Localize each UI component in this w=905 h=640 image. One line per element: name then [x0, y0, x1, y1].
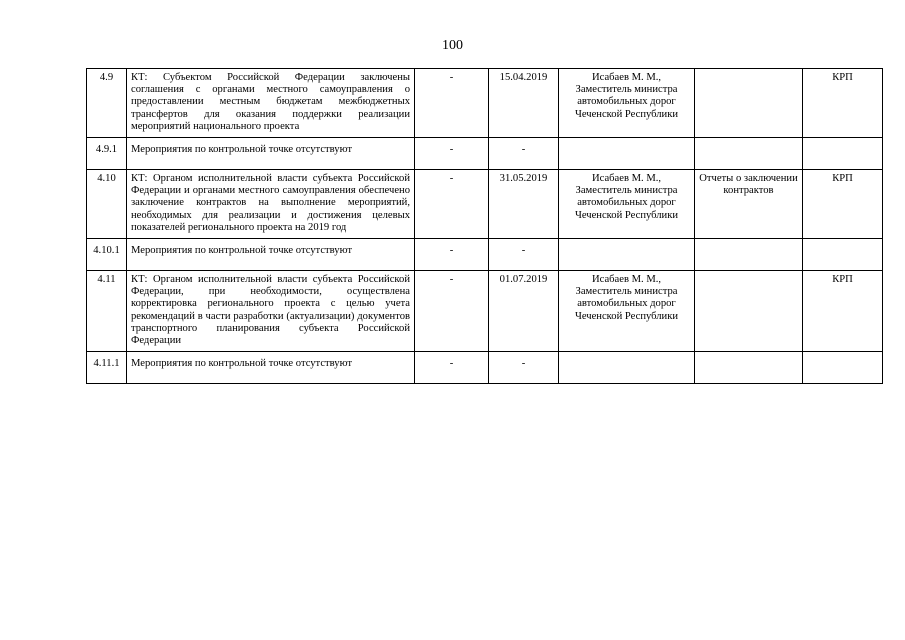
row-start: - [415, 138, 489, 170]
row-document [695, 239, 803, 271]
responsible-line: автомобильных дорог [577, 197, 676, 209]
row-number: 4.11.1 [87, 352, 127, 384]
row-end: - [489, 352, 559, 384]
responsible-line: Заместитель министра [575, 185, 678, 197]
row-document [695, 352, 803, 384]
row-start: - [415, 271, 489, 352]
row-responsible [559, 138, 695, 170]
row-level [803, 239, 883, 271]
row-document: Отчеты о заключении контрактов [695, 170, 803, 239]
row-text: Мероприятия по контрольной точке отсутствуют [127, 138, 415, 170]
row-text: КТ: Субъектом Российской Федерации заключены соглашения с органами местного самоуправления о предоставлении местным бюджетам межбюджетных трансфертов для оказания поддержки реализации мероприятий национального проекта [127, 69, 415, 138]
row-end: 15.04.2019 [489, 69, 559, 138]
row-responsible [559, 352, 695, 384]
responsible-name: Исабаев М. М., [591, 173, 662, 185]
row-number: 4.10.1 [87, 239, 127, 271]
responsible-line: Чеченской Республики [574, 209, 679, 221]
table-row [87, 138, 883, 170]
row-end: 31.05.2019 [489, 170, 559, 239]
responsible-name: Исабаев М. М., [591, 72, 662, 83]
table-row [87, 69, 883, 138]
row-responsible [559, 69, 695, 138]
row-end: 01.07.2019 [489, 271, 559, 352]
table-row [87, 239, 883, 271]
row-responsible [559, 239, 695, 271]
row-responsible [559, 170, 695, 239]
row-number: 4.10 [87, 170, 127, 239]
row-text: Мероприятия по контрольной точке отсутствуют [127, 239, 415, 271]
row-start: - [415, 170, 489, 239]
row-text: КТ: Органом исполнительной власти субъекта Российской Федерации, при необходимости, осуществлена корректировка регионального проекта с целью учета рекомендаций в части разработки (актуализации) документов транспортного планирования субъекта Российской Федерации [127, 271, 415, 352]
responsible-line: автомобильных дорог [577, 298, 676, 310]
row-text: КТ: Органом исполнительной власти субъекта Российской Федерации и органами местного самоуправления обеспечено заключение контрактов на выполнение мероприятий, необходимых для реализации и достижения целевых показателей регионального проекта на 2019 год [127, 170, 415, 239]
row-level: КРП [803, 271, 883, 352]
row-responsible [559, 271, 695, 352]
row-level [803, 352, 883, 384]
responsible-line: Заместитель министра [575, 286, 678, 298]
responsible-line: Заместитель министра [575, 84, 678, 96]
row-end: - [489, 138, 559, 170]
row-level [803, 138, 883, 170]
responsible-line: Чеченской Республики [574, 310, 679, 322]
table-row [87, 170, 883, 239]
row-document [695, 69, 803, 138]
row-start: - [415, 69, 489, 138]
row-number: 4.11 [87, 271, 127, 352]
table-row [87, 352, 883, 384]
responsible-name: Исабаев М. М., [591, 274, 662, 286]
row-end: - [489, 239, 559, 271]
responsible-line: автомобильных дорог [577, 96, 676, 108]
page-number: 100 [442, 38, 463, 53]
row-start: - [415, 352, 489, 384]
row-document [695, 271, 803, 352]
table-row [87, 271, 883, 352]
row-level: КРП [803, 69, 883, 138]
row-number: 4.9 [87, 69, 127, 138]
row-number: 4.9.1 [87, 138, 127, 170]
row-level: КРП [803, 170, 883, 239]
row-text: Мероприятия по контрольной точке отсутствуют [127, 352, 415, 384]
row-document [695, 138, 803, 170]
control-points-table [86, 68, 883, 384]
responsible-line: Чеченской Республики [574, 108, 679, 120]
row-start: - [415, 239, 489, 271]
